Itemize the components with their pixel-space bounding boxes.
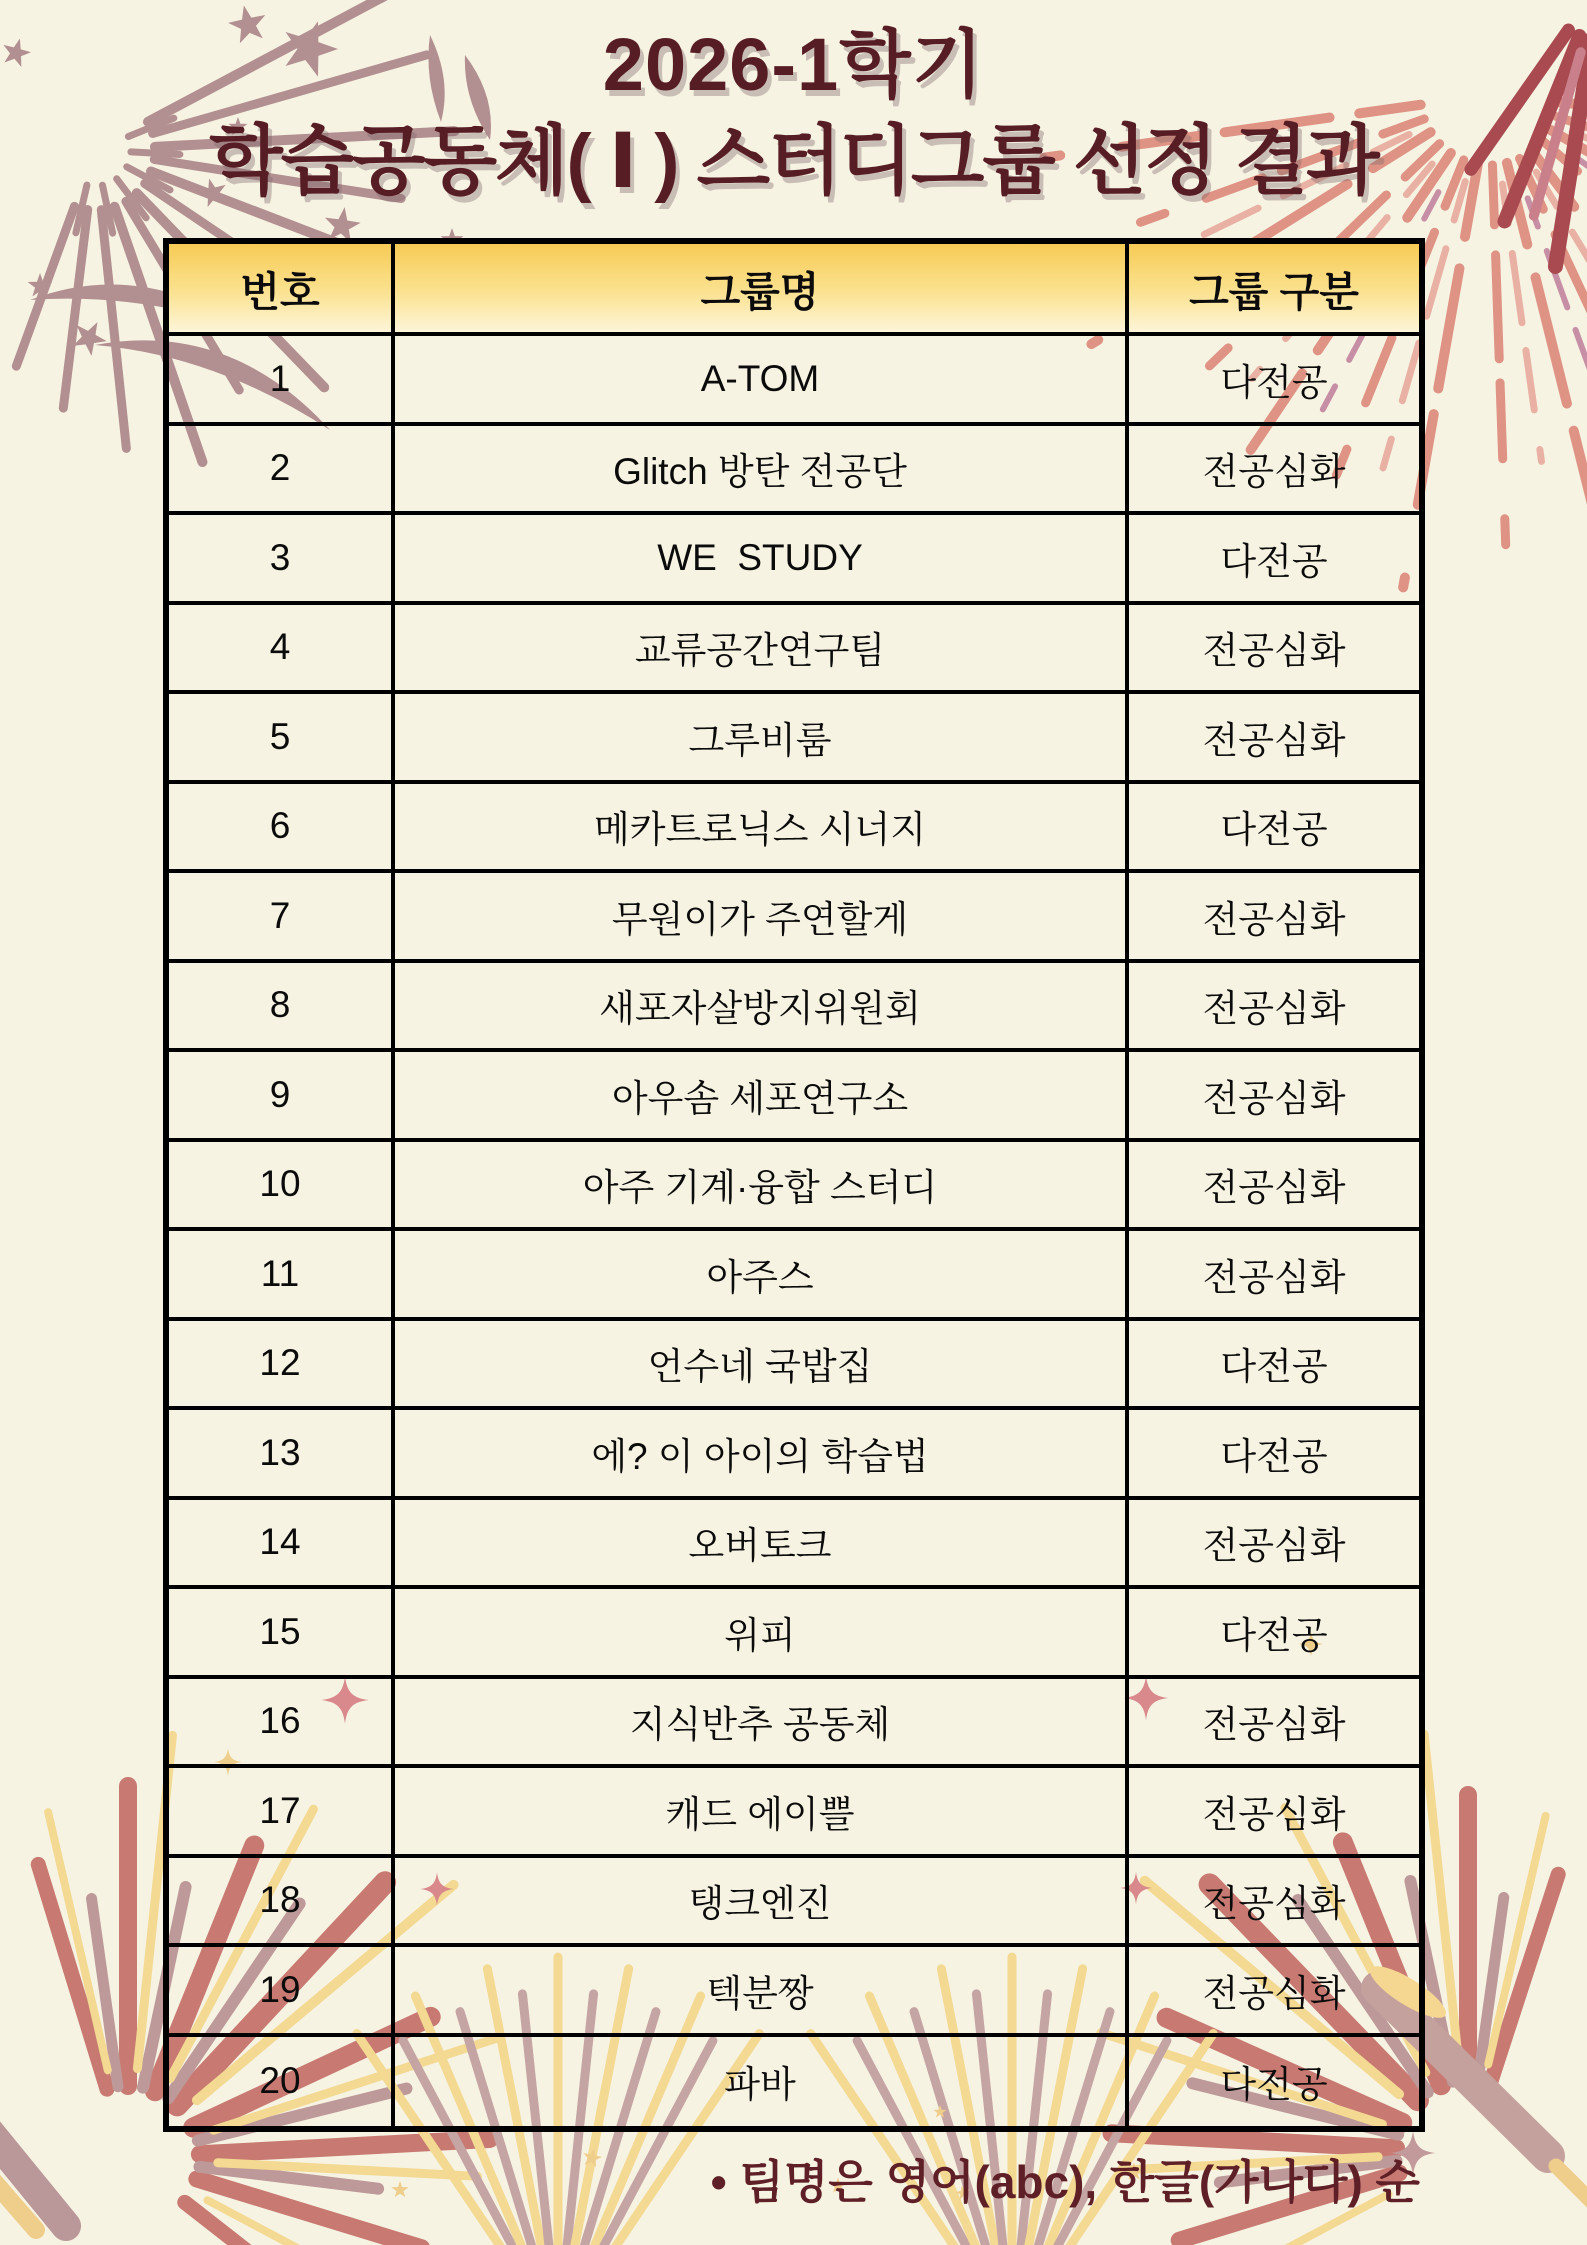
row-19-no: 19 [169, 1947, 395, 2037]
row-12-no: 12 [169, 1321, 395, 1411]
row-5-category: 전공심화 [1129, 694, 1419, 784]
row-14-no: 14 [169, 1500, 395, 1590]
row-3-category: 다전공 [1129, 515, 1419, 605]
row-12-name: 언수네 국밥집 [395, 1321, 1129, 1411]
row-18-name: 탱크엔진 [395, 1858, 1129, 1948]
row-16-category: 전공심화 [1129, 1679, 1419, 1769]
row-1-category: 다전공 [1129, 336, 1419, 426]
row-16-no: 16 [169, 1679, 395, 1769]
results-table [163, 238, 1425, 2132]
column-header-name: 그룹명 [395, 244, 1129, 336]
row-20-no: 20 [169, 2037, 395, 2127]
title-semester: 2026-1학기 [602, 23, 985, 106]
row-17-name: 캐드 에이쁠 [395, 1768, 1129, 1858]
row-13-name: 에? 이 아이의 학습법 [395, 1410, 1129, 1500]
row-18-no: 18 [169, 1858, 395, 1948]
row-9-name: 아우솜 세포연구소 [395, 1052, 1129, 1142]
row-5-name: 그루비룸 [395, 694, 1129, 784]
row-7-no: 7 [169, 873, 395, 963]
row-2-category: 전공심화 [1129, 426, 1419, 516]
row-4-no: 4 [169, 605, 395, 695]
row-3-name: WE STUDY [395, 515, 1129, 605]
row-17-category: 전공심화 [1129, 1768, 1419, 1858]
row-1-name: A-TOM [395, 336, 1129, 426]
row-9-category: 전공심화 [1129, 1052, 1419, 1142]
row-2-no: 2 [169, 426, 395, 516]
row-5-no: 5 [169, 694, 395, 784]
row-14-category: 전공심화 [1129, 1500, 1419, 1590]
row-4-name: 교류공간연구팀 [395, 605, 1129, 695]
row-15-category: 다전공 [1129, 1589, 1419, 1679]
row-15-no: 15 [169, 1589, 395, 1679]
row-17-no: 17 [169, 1768, 395, 1858]
row-18-category: 전공심화 [1129, 1858, 1419, 1948]
row-8-category: 전공심화 [1129, 963, 1419, 1053]
row-12-category: 다전공 [1129, 1321, 1419, 1411]
row-4-category: 전공심화 [1129, 605, 1419, 695]
row-6-category: 다전공 [1129, 784, 1419, 874]
row-16-name: 지식반추 공동체 [395, 1679, 1129, 1769]
row-11-no: 11 [169, 1231, 395, 1321]
row-19-name: 텍분짱 [395, 1947, 1129, 2037]
row-6-name: 메카트로닉스 시너지 [395, 784, 1129, 874]
row-20-name: 파바 [395, 2037, 1129, 2127]
row-7-name: 무원이가 주연할게 [395, 873, 1129, 963]
row-6-no: 6 [169, 784, 395, 874]
row-1-no: 1 [169, 336, 395, 426]
row-8-no: 8 [169, 963, 395, 1053]
page-title [0, 23, 1587, 204]
column-header-no: 번호 [169, 244, 395, 336]
row-7-category: 전공심화 [1129, 873, 1419, 963]
row-19-category: 전공심화 [1129, 1947, 1419, 2037]
row-2-name: Glitch 방탄 전공단 [395, 426, 1129, 516]
row-15-name: 위피 [395, 1589, 1129, 1679]
row-10-category: 전공심화 [1129, 1142, 1419, 1232]
row-11-name: 아주스 [395, 1231, 1129, 1321]
row-20-category: 다전공 [1220, 2064, 1328, 2106]
row-9-no: 9 [169, 1052, 395, 1142]
row-10-name: 아주 기계·융합 스터디 [395, 1142, 1129, 1232]
column-header-category: 그룹 구분 [1129, 244, 1419, 336]
row-11-category: 전공심화 [1129, 1231, 1419, 1321]
title-subject: 학습공동체( Ⅰ ) 스터디그룹 선정 결과 [209, 119, 1378, 204]
row-3-no: 3 [169, 515, 395, 605]
row-14-name: 오버토크 [395, 1500, 1129, 1590]
row-13-no: 13 [169, 1410, 395, 1500]
row-8-name: 새포자살방지위원회 [395, 963, 1129, 1053]
row-10-no: 10 [169, 1142, 395, 1232]
footer-note: • 팀명은 영어(abc), 한글(가나다) 순 [710, 2156, 1420, 2208]
row-13-category: 다전공 [1129, 1410, 1419, 1500]
